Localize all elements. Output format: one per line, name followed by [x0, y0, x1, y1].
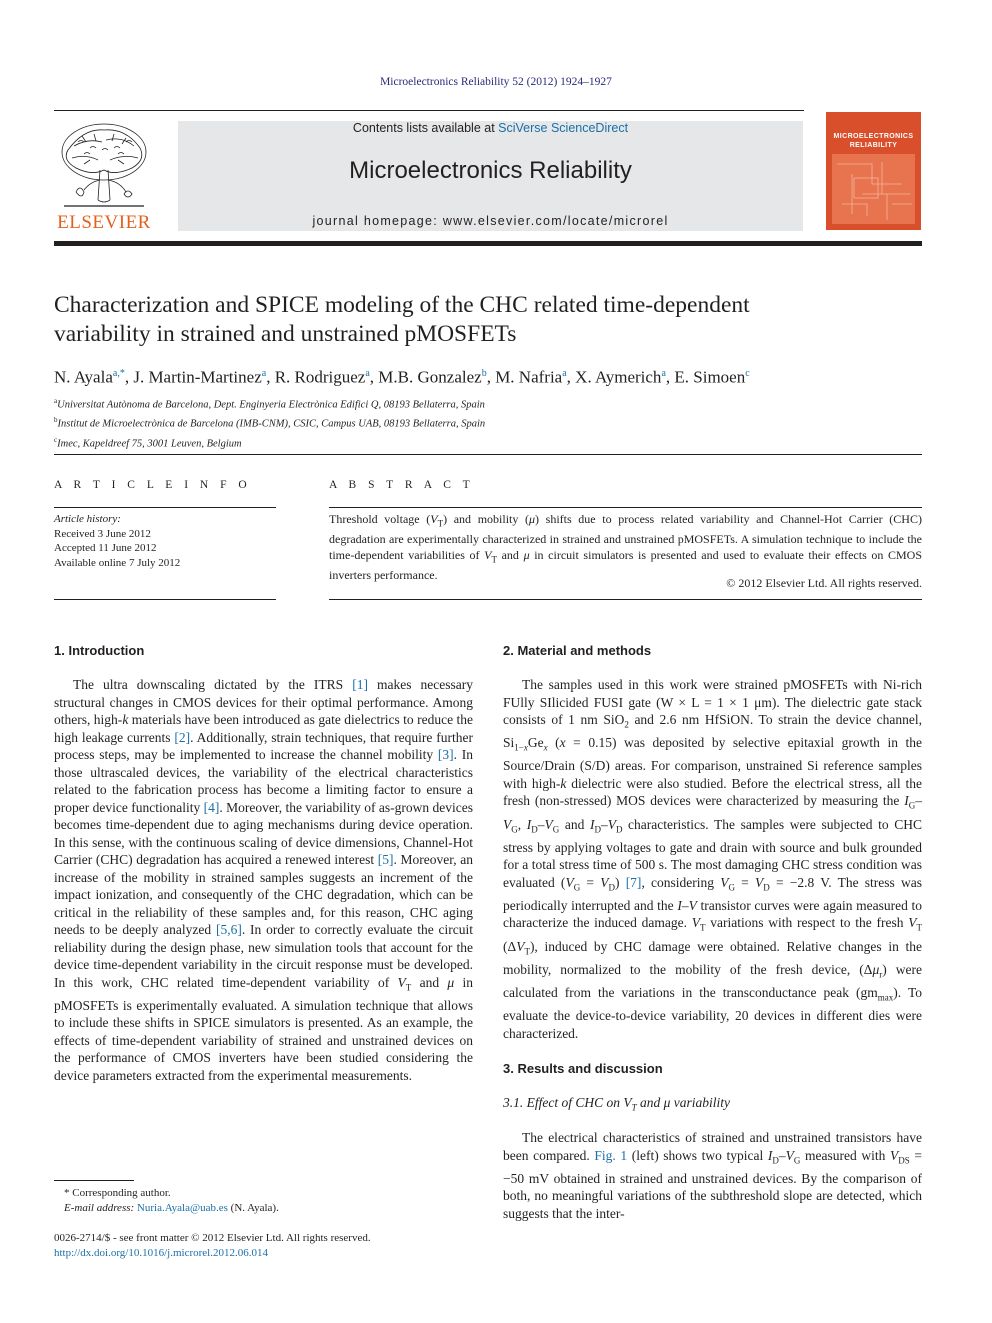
author-affil-mark[interactable]: a,* — [112, 368, 125, 379]
issn-line: 0026-2714/$ - see front matter © 2012 Elsevier Ltd. All rights reserved. — [54, 1232, 371, 1244]
corresponding-author: * Corresponding author. — [64, 1187, 171, 1199]
copyright-notice: © 2012 Elsevier Ltd. All rights reserved. — [726, 576, 922, 590]
author-name: M.B. Gonzalez — [378, 367, 482, 387]
results-heading: 3. Results and discussion — [503, 1061, 663, 1076]
journal-homepage[interactable]: journal homepage: www.elsevier.com/locate/microrel — [312, 214, 669, 228]
methods-heading: 2. Material and methods — [503, 643, 652, 658]
citation-link[interactable]: [5] — [377, 852, 394, 867]
article-title: Characterization and SPICE modeling of the CHC related time-dependent variability in strained and unstrained pMOSFETs — [54, 292, 750, 347]
subsection-heading: 3.1. Effect of CHC on $V_T$ and μ variability — [503, 1095, 731, 1113]
author-affil-mark[interactable]: a — [562, 368, 567, 379]
affiliation: $^b$Institut de Microelectrònica de Barcelona (IMB-CNM), CSIC, Campus UAB, 08193 Bellaterra, Spain — [54, 416, 486, 430]
author-affil-mark[interactable]: a — [365, 368, 370, 379]
contents-prefix: Contents lists available at — [352, 121, 495, 135]
author-name: E. Simoen — [674, 367, 746, 387]
citation-link[interactable]: [1] — [352, 677, 368, 692]
abstract-label: A B S T R A C T — [329, 479, 475, 491]
email-line: E-mail address: Nuria.Ayala@uab.es (N. Ayala). — [64, 1202, 279, 1214]
figure-link[interactable]: Fig. 1 — [594, 1147, 628, 1163]
doi-link[interactable]: http://dx.doi.org/10.1016/j.microrel.2012.06.014 — [54, 1246, 268, 1259]
footnote — [54, 1186, 473, 1216]
article-info-rule — [54, 507, 276, 508]
citation-link[interactable]: [3] — [437, 747, 454, 762]
citation-link[interactable]: [7] — [625, 874, 642, 890]
abstract-bottom-rule — [329, 599, 922, 600]
affiliation: $^c$Imec, Kapeldreef 75, 3001 Leuven, Belgium — [54, 435, 242, 450]
footnote-rule — [54, 1180, 134, 1181]
received-date: Received 3 June 2012 — [54, 527, 151, 540]
author-name: X. Aymerich — [575, 367, 662, 387]
author-affil-mark[interactable]: b — [481, 368, 487, 379]
author-name: J. Martin-Martinez — [133, 367, 262, 387]
citation-link[interactable]: [2] — [174, 729, 191, 745]
author-affil-mark[interactable]: a — [261, 368, 267, 379]
affiliations — [54, 394, 754, 452]
author-list: N. Ayala$^{a,*}$, J. Martin-Martinez$^a$, R. Rodriguez$^a$, M.B. Gonzalez$^b$, M. Nafria$^a$, X. Aymerich$^a$, E. Simoen$^c$ — [54, 367, 750, 387]
methods-body: The samples used in this work were strained pMOSFETs with Ni-rich FUlly SIlicided FUSI gate (W × L = 1 × 1 μm). The dielectric gate stack consists of 1 nm SiO$_2$ and 2.6 nm HfSiON. To strain the device channel, $Si_{1-x}Ge_x$ (x = 0.15) was deposited by selective epitaxial growth in the Source/Drain (S/D) areas. For comparison, unstrained Si reference samples with high-k dielectric were also studied. Before the electrical stress, all the fresh (non-stressed) MOS devices were characterized by measuring the $I_G-V_G$, $I_D-V_G$ and $I_D-V_D$ characteristics. The samples were subjected to CHC stress by applying voltages to gate and drain with source and bulk grounded for a total stress time of 500 s. The most damaging CHC stress condition was evaluated $(V_G = V_D)$ [7], considering $V_G = V_D = -2.8$ V. The stress was periodically interrupted and the I–V transistor curves were again measured to characterize the induced damage. $V_T$ variations with respect to the fresh $V_T$ $(\Delta V_T)$, induced by CHC damage were obtained. Relative changes in the mobility, normalized to the mobility of the fresh device, $(\Delta\mu_r)$ were calculated from the variations in the transconductance peak $(gm_{max})$. To evaluate the device-to-device variability, 20 devices in different dies were characterized. — [503, 677, 923, 1041]
affiliations-rule — [54, 454, 922, 455]
history-label: Article history: — [54, 513, 121, 525]
abstract-rule — [329, 507, 922, 508]
article-info-bottom-rule — [54, 599, 276, 600]
intro-body: The ultra downscaling dictated by the ITRS [1] makes necessary structural changes in CMOS devices for their optimal performance. Among others, high-k materials have been introduced as gate dielectrics to reduce the high leakage currents [2]. Additionally, strain techniques, that require further process steps, may be implemented to increase the channel mobility [3]. In those ultrascaled devices, the variability of the electrical characteristics related to the fabrication process has become a limiting factor to ensure a proper device functionality [4]. Moreover, the variability of as-grown devices becomes time-dependent due to aging mechanisms during device operation. In this sense, with the continuous scaling of device dimensions, Channel-Hot Carrier (CHC) degradation has acquired a renewed interest [5]. Moreover, an increase of the mobility in strained samples suggests an increment of the impact ionization, and consequently of the CHC degradation, which can be critical in the reliability of these samples and, for this reason, CHC aging needs to be deeply analyzed [5,6]. In order to correctly evaluate the circuit reliability during the design phase, new simulation tools that account for the device time-dependent variability in the circuit response must be developed. In this work, CHC related time-dependent variability of $V_T$ and μ in pMOSFETs is experimentally evaluated. A simulation technique that allows to include these shifts in SPICE simulators is presented. As an example, the effects of time-dependent variability of strained and unstrained devices on the performance of CMOS inverters have been studied considering the device parameters extracted from the experimental measurements. — [54, 677, 474, 1083]
header-bottom-rule — [54, 241, 922, 246]
article-history — [54, 512, 276, 570]
journal-title: Microelectronics Reliability — [349, 157, 632, 184]
journal-cover-image — [826, 112, 921, 230]
contents-line — [178, 121, 803, 135]
online-date: Available online 7 July 2012 — [54, 556, 181, 569]
sciencedirect-link[interactable]: SciVerse ScienceDirect — [498, 121, 629, 135]
journal-banner — [178, 121, 803, 231]
cover-title: MICROELECTRONICS RELIABILITY — [833, 133, 914, 149]
author-name: N. Ayala — [54, 367, 113, 387]
results-body: The electrical characteristics of strained and unstrained transistors have been compared. Fig. 1 (left) shows two typical $I_D-V_G$ measured with $V_{DS} = -50$ mV obtained in strained and unstrained devices. By the comparison of both, no meaningful variations of the subthreshold slope are detected, which suggests that the inter- — [503, 1130, 922, 1221]
author-affil-mark[interactable]: a — [661, 368, 666, 379]
issn-block — [54, 1231, 554, 1260]
author-name: R. Rodriguez — [274, 367, 366, 387]
journal-reference[interactable]: Microelectronics Reliability 52 (2012) 1924–1927 — [380, 76, 612, 88]
affiliation: $^a$Universitat Autònoma de Barcelona, Dept. Enginyeria Electrònica Edifici Q, 08193 Bellaterra, Spain — [54, 397, 485, 411]
author-affil-mark[interactable]: c — [745, 368, 750, 379]
citation-link[interactable]: [5,6] — [215, 922, 242, 937]
citation-link[interactable]: [4] — [203, 799, 220, 815]
accepted-date: Accepted 11 June 2012 — [54, 542, 157, 554]
abstract-text: Threshold voltage $(V_T)$ and mobility (μ) shifts due to process related variability and Channel-Hot Carrier (CHC) degradation are experimentally characterized in strained and unstrained pMOSFETs. A simulation technique to include the time-dependent variabilities of $V_T$ and μ in circuit simulators is presented and used to evaluate their effects on CMOS inverters performance. — [329, 512, 923, 583]
cover-chip-art — [832, 154, 915, 224]
elsevier-wordmark: ELSEVIER — [57, 212, 151, 233]
header-top-rule — [54, 110, 804, 111]
author-name: M. Nafria — [495, 367, 563, 387]
article-info-label: A R T I C L E I N F O — [54, 479, 252, 491]
intro-heading: 1. Introduction — [54, 643, 145, 658]
email-link[interactable]: Nuria.Ayala@uab.es — [136, 1202, 228, 1214]
